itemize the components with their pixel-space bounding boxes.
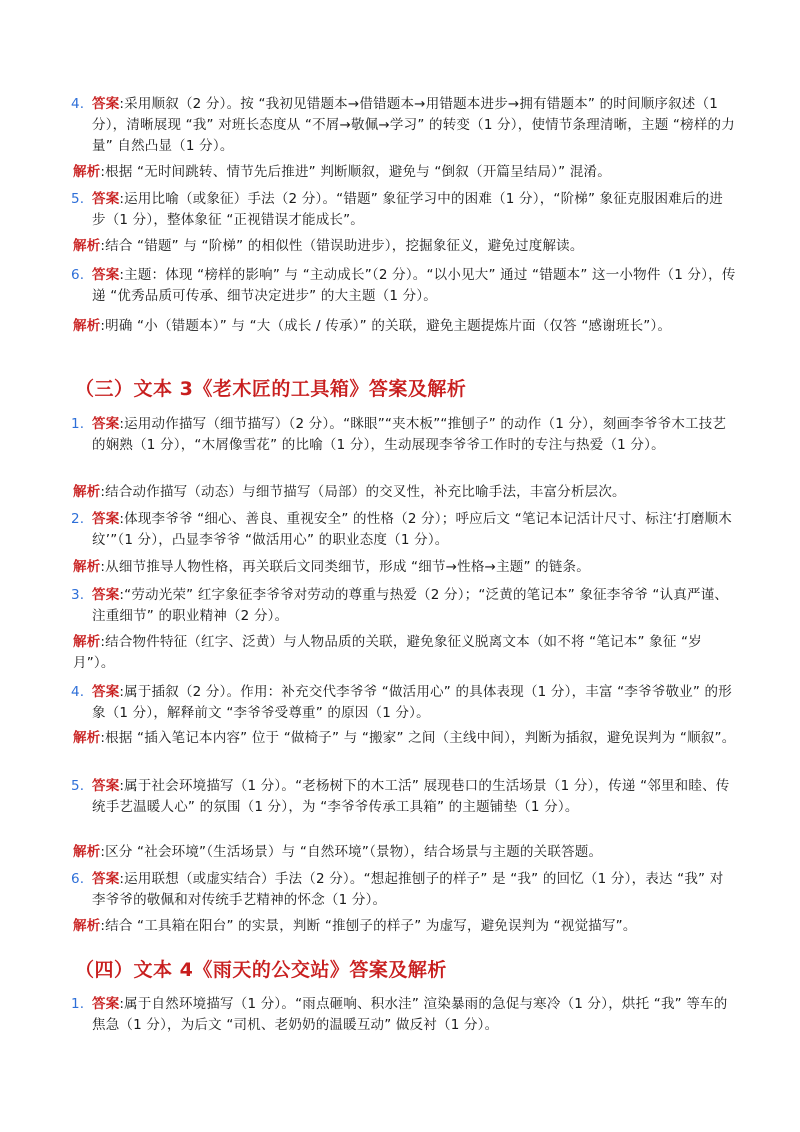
colon: : [119,191,125,207]
s3-explain-3 [73,632,736,674]
answer-label: 答案 [92,996,120,1012]
s3-answer-1 [71,414,736,456]
answer-text: 运用动作描写（细节描写）（2 分）。“眯眼”“夹木板”“推刨子” 的动作（1 分），刻画李爷爷木工技艺的娴熟（1 分），“木屑像雪花” 的比喻（1 分），生动展现李爷爷工作时的专注与热爱（1 分）。 [92,416,727,453]
item-number: 1. [71,996,85,1012]
answer-label: 答案 [92,267,120,283]
colon: : [100,238,106,254]
colon: : [119,684,125,700]
s3-answer-6 [71,869,736,911]
colon: : [100,559,106,575]
answer-label: 答案 [92,778,120,794]
answer-text: 体现李爷爷 “细心、善良、重视安全” 的性格（2 分）；呼应后文 “笔记本记活计尺寸、标注‘打磨顺木纹’”（1 分），凸显李爷爷 “做活用心” 的职业态度（1 分）。 [92,511,732,548]
colon: : [100,634,106,650]
item-number: 4. [71,96,85,112]
colon: : [119,96,125,112]
colon: : [100,484,106,500]
item-number: 2. [71,511,85,527]
s3-answer-4 [71,682,736,724]
colon: : [100,918,106,934]
explain-6 [73,316,736,337]
answer-text: 运用比喻（或象征）手法（2 分）。“错题” 象征学习中的困难（1 分），“阶梯” 象征克服困难后的进步（1 分），整体象征 “正视错误才能成长”。 [92,191,723,228]
colon: : [119,267,125,283]
colon: : [100,844,106,860]
explain-label: 解析 [73,164,101,180]
answer-label: 答案 [92,684,120,700]
colon: : [119,511,125,527]
s3-answer-2 [71,509,736,551]
answer-text: 采用顺叙（2 分）。按 “我初见错题本→借错题本→用错题本进步→拥有错题本” 的时间顺序叙述（1 分），清晰展现 “我” 对班长态度从 “不屑→敬佩→学习” 的转变（1 分），使情节条理清晰，主题 “榜样的力量” 自然凸显（1 分）。 [92,96,735,154]
answer-6 [71,265,736,307]
answer-label: 答案 [92,511,120,527]
item-number: 4. [71,684,85,700]
colon: : [119,996,125,1012]
colon: : [100,164,106,180]
s3-explain-6 [73,916,736,937]
answer-label: 答案 [92,191,120,207]
explain-5 [73,236,736,257]
explain-text: 结合动作描写（动态）与细节描写（局部）的交叉性，补充比喻手法，丰富分析层次。 [105,484,626,500]
answer-text: 主题：体现 “榜样的影响” 与 “主动成长”（2 分）。“以小见大” 通过 “错题本” 这一小物件（1 分），传递 “优秀品质可传承、细节决定进步” 的大主题（1 分）。 [92,267,736,304]
explain-text: 明确 “小（错题本）” 与 “大（成长 / 传承）” 的关联，避免主题提炼片面（仅答 “感谢班长”）。 [105,318,672,334]
explain-label: 解析 [73,238,101,254]
colon: : [100,730,106,746]
explain-label: 解析 [73,318,101,334]
explain-label: 解析 [73,484,101,500]
explain-text: 根据 “插入笔记本内容” 位于 “做椅子” 与 “搬家” 之间（主线中间），判断为插叙，避免误判为 “顺叙”。 [105,730,736,746]
explain-text: 结合物件特征（红字、泛黄）与人物品质的关联，避免象征义脱离文本（如不将 “笔记本” 象征 “岁月”）。 [73,634,702,671]
section-title-3: （三）文本 3《老木匠的工具箱》答案及解析 [75,378,467,400]
item-number: 6. [71,267,85,283]
answer-text: 运用联想（或虚实结合）手法（2 分）。“想起推刨子的样子” 是 “我” 的回忆（1 分），表达 “我” 对李爷爷的敬佩和对传统手艺精神的怀念（1 分）。 [92,871,724,908]
answer-label: 答案 [92,871,120,887]
s3-explain-2 [73,557,736,578]
explain-text: 区分 “社会环境”（生活场景）与 “自然环境”（景物），结合场景与主题的关联答题。 [105,844,603,860]
s3-answer-5 [71,776,736,818]
explain-text: 结合 “错题” 与 “阶梯” 的相似性（错误助进步），挖掘象征义，避免过度解读。 [105,238,584,254]
answer-label: 答案 [92,587,120,603]
s4-answer-1 [71,994,736,1036]
colon: : [119,416,125,432]
explain-label: 解析 [73,634,101,650]
item-number: 5. [71,778,85,794]
answer-5 [71,189,736,231]
explain-label: 解析 [73,559,101,575]
s3-answer-3 [71,585,736,627]
answer-text: “劳动光荣” 红字象征李爷爷对劳动的尊重与热爱（2 分）；“泛黄的笔记本” 象征李爷爷 “认真严谨、注重细节” 的职业精神（2 分）。 [92,587,729,624]
section-title-4: （四）文本 4《雨天的公交站》答案及解析 [75,959,447,981]
explain-text: 结合 “工具箱在阳台” 的实景，判断 “推刨子的样子” 为虚写，避免误判为 “视觉描写”。 [105,918,637,934]
s3-explain-1 [73,482,736,503]
answer-label: 答案 [92,416,120,432]
explain-text: 从细节推导人物性格，再关联后文同类细节，形成 “细节→性格→主题” 的链条。 [105,559,590,575]
answer-4 [71,94,736,157]
explain-4 [73,162,736,183]
item-number: 5. [71,191,85,207]
colon: : [100,318,106,334]
explain-text: 根据 “无时间跳转、情节先后推进” 判断顺叙，避免与 “倒叙（开篇呈结局）” 混淆。 [105,164,611,180]
answer-label: 答案 [92,96,120,112]
answer-text: 属于社会环境描写（1 分）。“老杨树下的木工活” 展现巷口的生活场景（1 分），传递 “邻里和睦、传统手艺温暖人心” 的氛围（1 分），为 “李爷爷传承工具箱” 的主题铺垫（1 分）。 [92,778,730,815]
item-number: 1. [71,416,85,432]
explain-label: 解析 [73,730,101,746]
colon: : [119,587,125,603]
explain-label: 解析 [73,918,101,934]
item-number: 3. [71,587,85,603]
answer-text: 属于插叙（2 分）。作用：补充交代李爷爷 “做活用心” 的具体表现（1 分），丰富 “李爷爷敬业” 的形象（1 分），解释前文 “李爷爷受尊重” 的原因（1 分）。 [92,684,732,721]
item-number: 6. [71,871,85,887]
colon: : [119,871,125,887]
colon: : [119,778,125,794]
s3-explain-4 [73,728,736,749]
explain-label: 解析 [73,844,101,860]
s3-explain-5 [73,842,736,863]
answer-text: 属于自然环境描写（1 分）。“雨点砸响、积水洼” 渲染暴雨的急促与寒冷（1 分），烘托 “我” 等车的焦急（1 分），为后文 “司机、老奶奶的温暖互动” 做反衬（1 分）。 [92,996,728,1033]
